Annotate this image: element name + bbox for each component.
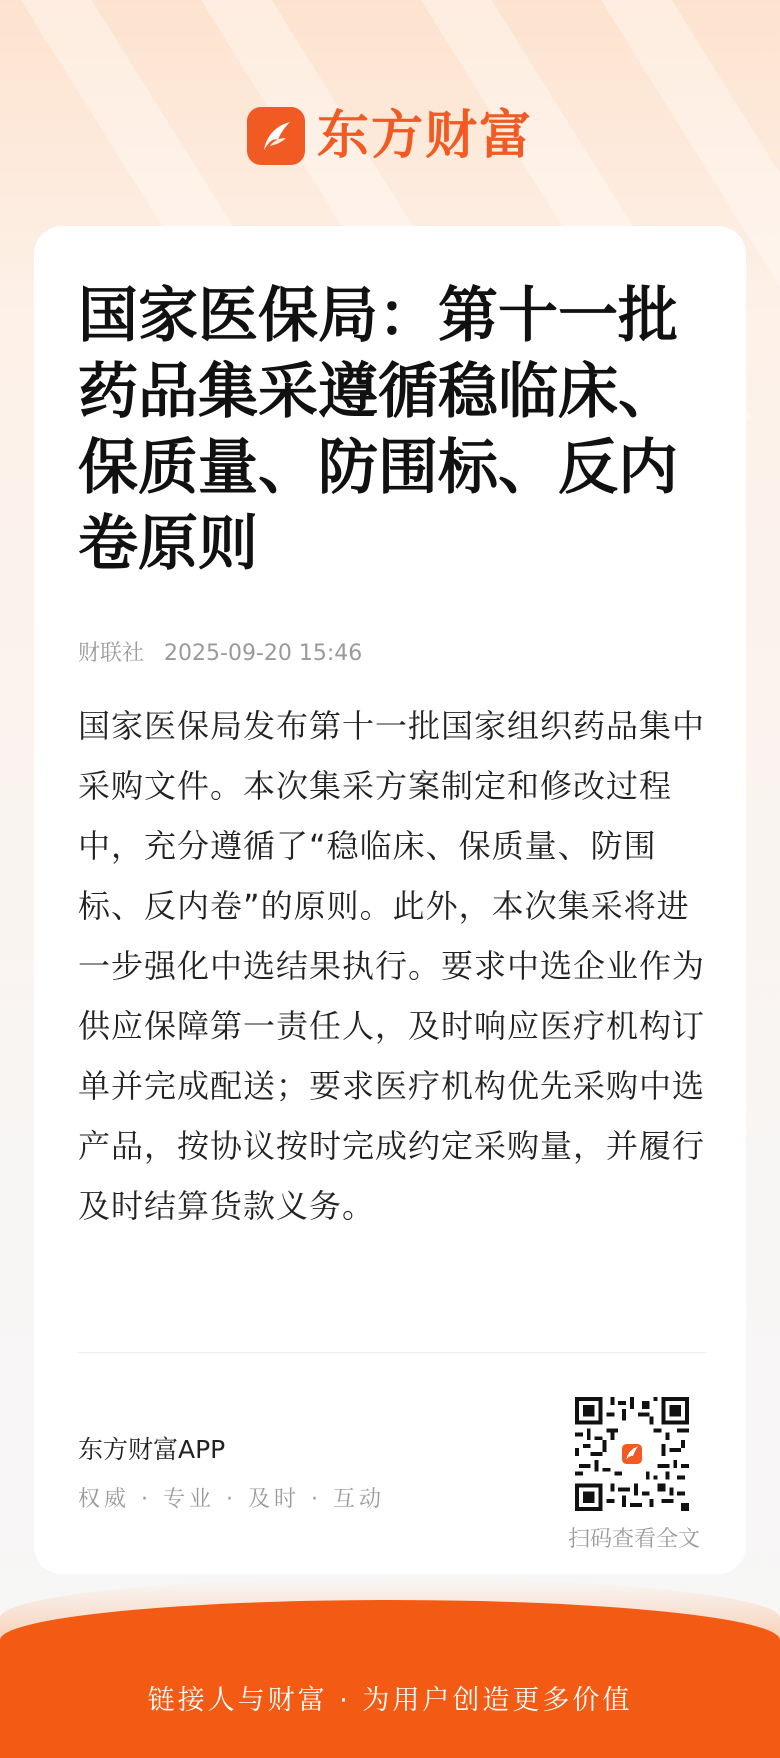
eastmoney-logo-icon <box>247 107 305 165</box>
article-body: 国家医保局发布第十一批国家组织药品集中采购文件。本次集采方案制定和修改过程中，充分遵循了“稳临床、保质量、防围标、反内卷”的原则。此外，本次集采将进一步强化中选结果执行。要求中选企业作为供应保障第一责任人，及时响应医疗机构订单并完成配送；要求医疗机构优先采购中选产品，按协议按时完成约定采购量，并履行及时结算货款义务。 <box>78 707 706 1225</box>
qr-caption: 扫码查看全文 <box>567 1527 700 1552</box>
app-slogan: 权威 · 专业 · 及时 · 互动 <box>78 1487 385 1512</box>
article-datetime: 2025-09-20 15:46 <box>164 641 363 666</box>
brand-logo <box>0 104 780 168</box>
app-name: 东方财富APP <box>78 1435 226 1464</box>
divider <box>78 1352 706 1353</box>
article-source: 财联社 <box>78 641 145 666</box>
qr-code-icon[interactable] <box>575 1397 689 1511</box>
article-title: 国家医保局：第十一批药品集采遵循稳临床、保质量、防围标、反内卷原则 <box>78 281 678 579</box>
article-card <box>34 226 746 1574</box>
footer-tagline: 链接人与财富 · 为用户创造更多价值 <box>147 1685 633 1716</box>
article-meta <box>78 636 362 667</box>
brand-name: 东方财富 <box>316 106 533 166</box>
footer-banner <box>0 1600 780 1758</box>
